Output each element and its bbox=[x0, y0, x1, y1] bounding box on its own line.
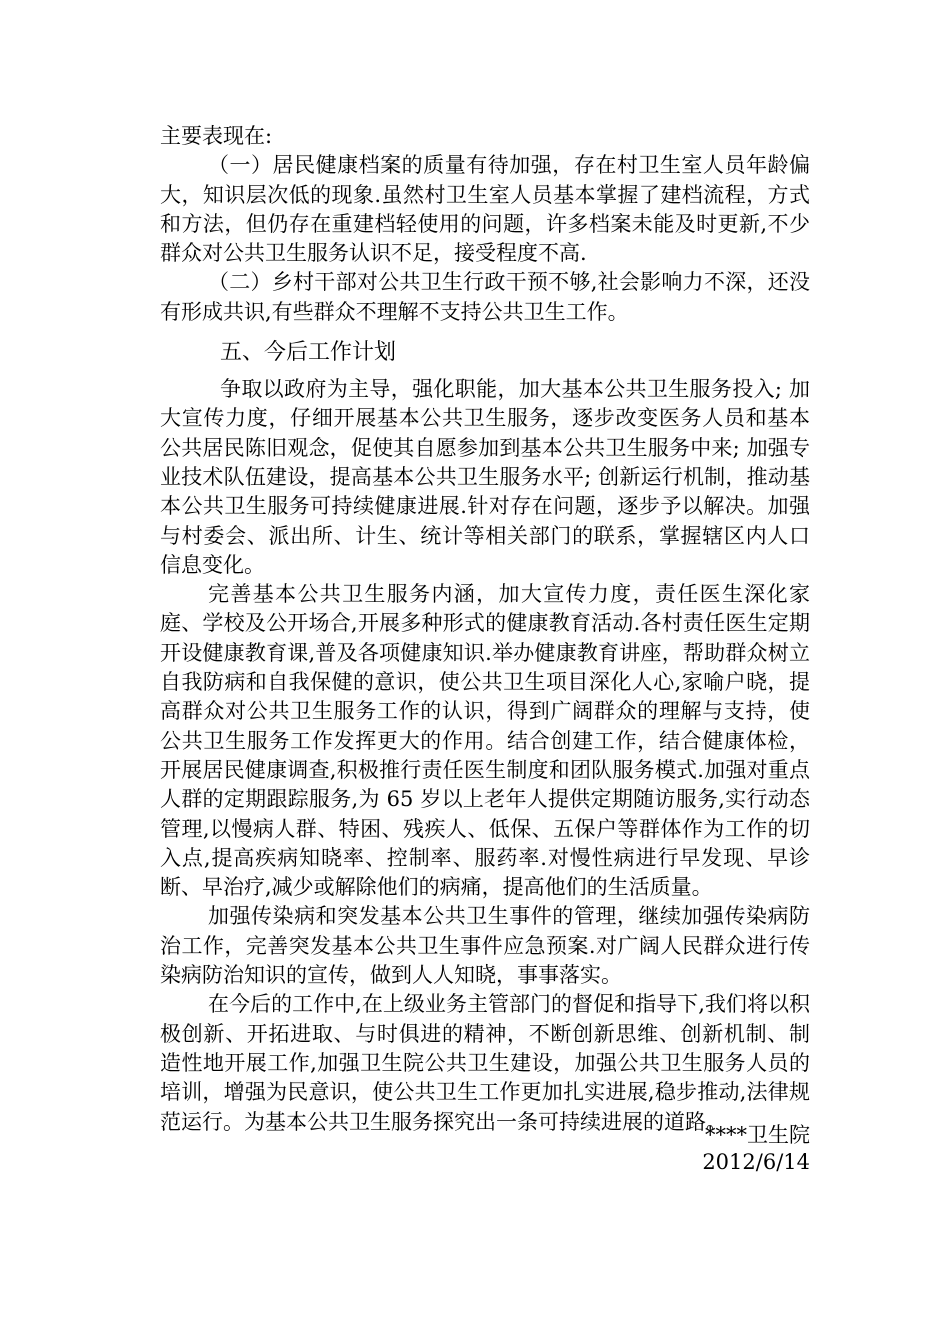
plan-paragraph-4: 在今后的工作中,在上级业务主管部门的督促和指导下,我们将以积极创新、开拓进取、与时俱进的精神，不断创新思维、创新机制、制造性地开展工作,加强卫生院公共卫生建设，加强公共卫生服务人员的培训，增强为民意识，使公共卫生工作更加扎实进展,稳步推动,法律规范运行。为基本公共卫生服务探究出一条可持续进展的道路。 bbox=[160, 992, 810, 1134]
issue-one-paragraph: （一）居民健康档案的质量有待加强，存在村卫生室人员年龄偏大，知识层次低的现象.虽然村卫生室人员基本掌握了建档流程，方式和方法，但仍存在重建档轻使用的问题，许多档案未能及时更新,不少群众对公共卫生服务认识不足，接受程度不高. bbox=[160, 153, 810, 266]
issue-two-paragraph: （二）乡村干部对公共卫生行政干预不够,社会影响力不深，还没有形成共识,有些群众不理解不支持公共卫生工作。 bbox=[160, 270, 810, 324]
signature-date: 2012/6/14 bbox=[702, 1150, 810, 1174]
section-five-heading: 五、今后工作计划 bbox=[220, 340, 397, 366]
intro-paragraph: 主要表现在: bbox=[160, 124, 273, 148]
plan-paragraph-2: 完善基本公共卫生服务内涵，加大宣传力度，责任医生深化家庭、学校及公开场合,开展多种形式的健康教育活动.各村责任医生定期开设健康教育课,普及各项健康知识.举办健康教育讲座，帮助群众树立自我防病和自我保健的意识，使公共卫生项目深化人心,家喻户晓，提高群众对公共卫生服务工作的认识，得到广阔群众的理解与支持，使公共卫生服务工作发挥更大的作用。结合创建工作，结合健康体检，开展居民健康调查,积极推行责任医生制度和团队服务模式.加强对重点人群的定期跟踪服务,为 65 岁以上老年人提供定期随访服务,实行动态管理,以慢病人群、特困、残疾人、低保、五保户等群体作为工作的切入点,提高疾病知晓率、控制率、服药率.对慢性病进行早发现、早诊断、早治疗,减少或解除他们的病痛，提高他们的生活质量。 bbox=[160, 582, 810, 900]
signature-organization: ****卫生院 bbox=[705, 1123, 810, 1147]
document-body bbox=[160, 122, 810, 1137]
plan-paragraph-3: 加强传染病和突发基本公共卫生事件的管理，继续加强传染病防治工作，完善突发基本公共卫生事件应急预案.对广阔人民群众进行传染病防治知识的宣传，做到人人知晓，事事落实。 bbox=[160, 904, 810, 988]
plan-paragraph-1: 争取以政府为主导，强化职能，加大基本公共卫生服务投入; 加大宣传力度，仔细开展基本公共卫生服务，逐步改变医务人员和基本公共居民陈旧观念，促使其自愿参加到基本公共卫生服务中来; 加强专业技术队伍建设，提高基本公共卫生服务水平; 创新运行机制，推动基本公共卫生服务可持续健康进展.针对存在问题，逐步予以解决。加强与村委会、派出所、计生、统计等相关部门的联系，掌握辖区内人口信息变化。 bbox=[160, 377, 810, 577]
